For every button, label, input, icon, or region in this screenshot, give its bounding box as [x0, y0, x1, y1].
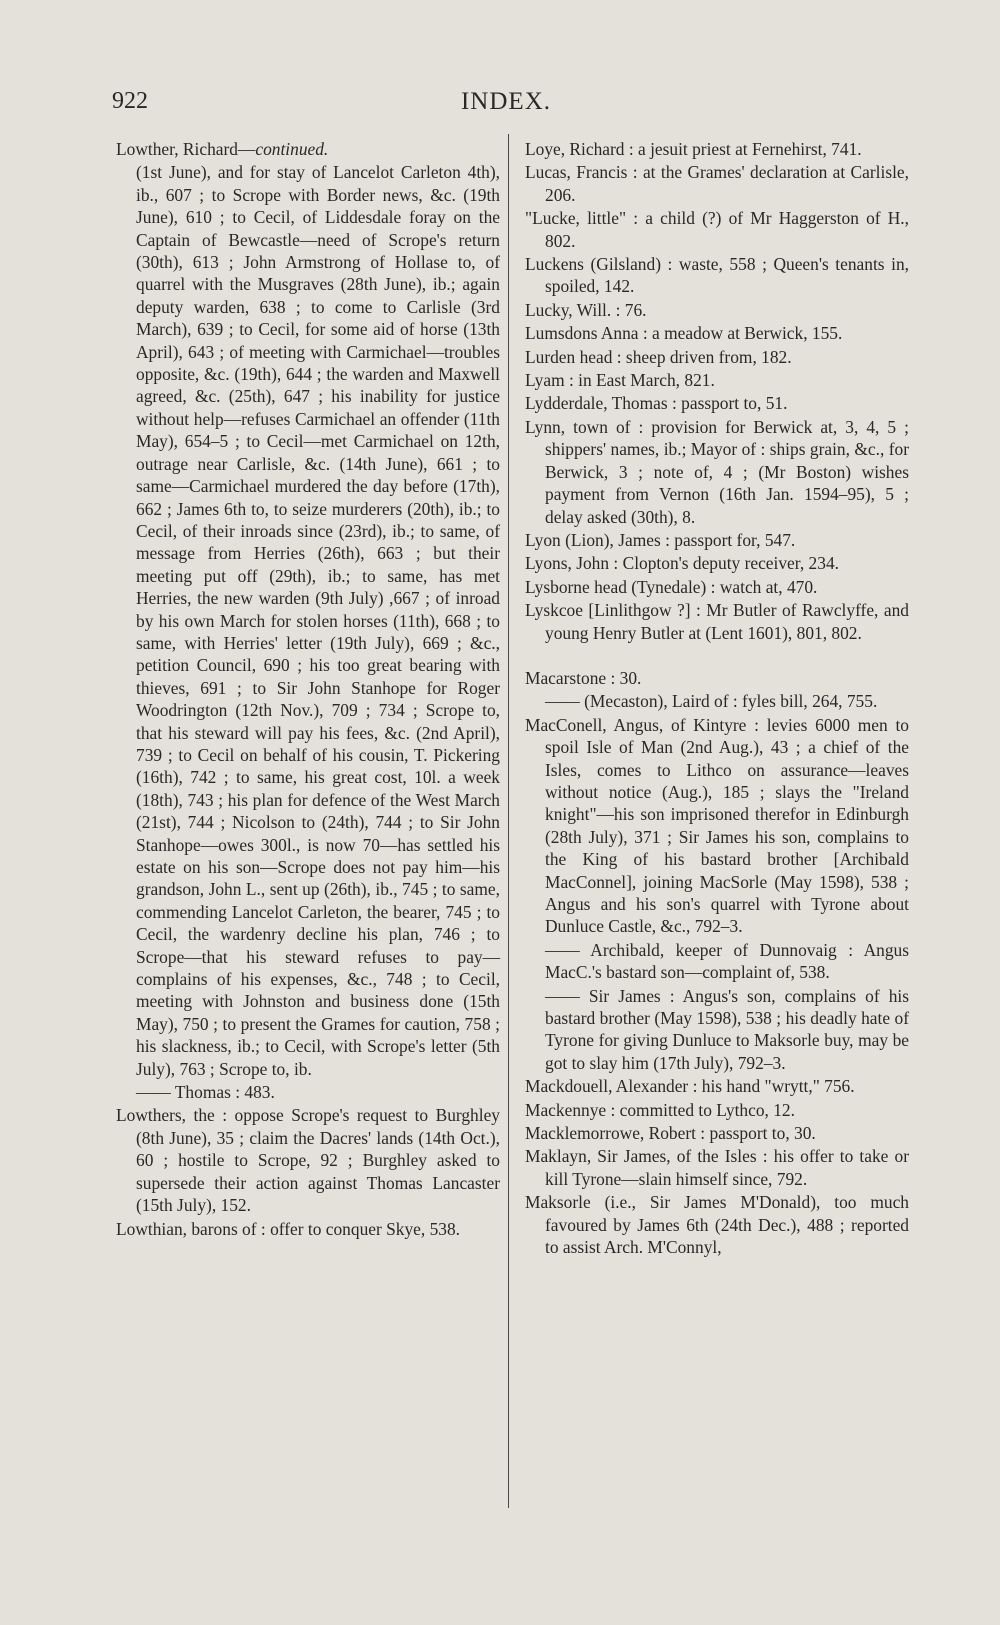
page-number: 922 — [112, 88, 148, 114]
index-entry: Maksorle (i.e., Sir James M'Donald), too much favoured by James 6th (24th Dec.), 488 ; reported to assist Arch. M'Connyl, — [525, 1192, 909, 1258]
index-entry: Lyskcoe [Linlithgow ?] : Mr Butler of Rawclyffe, and young Henry Butler at (Lent 1601), 801, 802. — [525, 600, 909, 643]
index-entry: Lurden head : sheep driven from, 182. — [525, 346, 792, 367]
index-entry: Macklemorrowe, Robert : passport to, 30. — [525, 1123, 816, 1144]
running-title: INDEX. — [460, 88, 551, 115]
index-subentry: (1st June), and for stay of Lancelot Carleton 4th), ib., 607 ; to Scrope with Border news, &c. (19th June), 610 ; to Cecil, of Liddesdale foray on the Captain of Bewcastle—need of Scrope's return (30th), 613 ; John Armstrong of Hollase to, of quarrel with the Musgraves (28th June), ib.; again deputy warden, 638 ; to come to Carlisle (3rd March), 639 ; to Cecil, for some aid of horse (13th April), 643 ; of meeting with Carmichael—troubles opposite, &c. (19th), 644 ; the warden and Maxwell agreed, &c. (25th), 647 ; his inability for justice without help—refuses Carmichael an offender (11th May), 654–5 ; to Cecil—met Carmichael on 12th, outrage near Carlisle, &c. (14th June), 661 ; to same—Carmichael murdered the day before (17th), 662 ; James 6th to, to seize murderers (20th), ib.; to Cecil, of their inroads since (23rd), ib.; to same, of message from Herries (26th), 663 ; but their meeting put off (29th), ib.; to same, has met Herries, the new warden (9th July) ,667 ; of inroad by his own March for stolen horses (11th), 668 ; to same, with Herries' letter (19th July), 669 ; &c., petition Council, 690 ; his too great bearing with thieves, 691 ; to Sir John Stanhope for Roger Woodrington (12th Nov.), 709 ; 734 ; Scrope to, that his steward will pay his fees, &c. (2nd April), 739 ; to Cecil on behalf of his cousin, T. Pickering (16th), 742 ; to same, his great cost, 10l. a week (18th), 743 ; his plan for defence of the West March (21st), 744 ; Nicolson to (24th), 744 ; to Sir John Stanhope—owes 300l., is now 70—has settled his estate on his son—Scrope does not pay him—his grandson, John L., sent up (26th), ib., 745 ; to same, commending Lancelot Carleton, the bearer, 745 ; to Cecil, the wardenry decline his plan, 746 ; to Scrope—that his steward refuses to pay—complains of his expenses, &c., 748 ; to Cecil, meeting with Johnston and business done (15th May), 750 ; to present the Grames for caution, 758 ; his slackness, ib.; to Cecil, with Scrope's letter (5th July), 763 ; Scrope to, ib. — [136, 162, 500, 1079]
index-entry: "Lucke, little" : a child (?) of Mr Haggerston of H., 802. — [525, 208, 909, 251]
index-entry: Lucky, Will. : 76. — [525, 299, 647, 320]
index-entry: Lucas, Francis : at the Grames' declaration at Carlisle, 206. — [525, 162, 909, 205]
index-entry: Lydderdale, Thomas : passport to, 51. — [525, 393, 788, 414]
index-subentry: —— Archibald, keeper of Dunnovaig : Angus MacC.'s bastard son—complaint of, 538. — [545, 939, 909, 983]
index-entry: Lowthian, barons of : offer to conquer Skye, 538. — [116, 1218, 461, 1239]
index-entry: Loye, Richard : a jesuit priest at Fernehirst, 741. — [525, 139, 862, 159]
entry-heading: Lowther, Richard— — [116, 139, 256, 159]
index-subentry: —— Thomas : 483. — [136, 1082, 275, 1103]
index-entry: Lynn, town of : provision for Berwick at, 3, 4, 5 ; shippers' names, ib.; Mayor of : ships grain, &c., for Berwick, 3 ; note of, 4 ; (Mr Boston) wishes payment from Vernon (16th Jan. 1594–95), 5 ; delay asked (30th), 8. — [525, 416, 909, 527]
index-subentry: —— Sir James : Angus's son, complains of his bastard brother (May 1598), 538 ; his deadly hate of Tyrone for giving Dunluce to Maksorle buy, may be got to slay him (17th July), 792–3. — [545, 985, 909, 1073]
index-entry: Macarstone : 30. — [525, 667, 642, 688]
index-entry: Lyons, John : Clopton's deputy receiver, 234. — [525, 553, 839, 574]
page-header — [112, 88, 900, 128]
index-entry: MacConell, Angus, of Kintyre : levies 6000 men to spoil Isle of Man (2nd Aug.), 43 ; a chief of the Isles, comes to Lithco on assurance—leaves without notice (Aug.), 185 ; slays the "Ireland knight"—his son imprisoned therefor in Edinburgh (28th July), 371 ; Sir James his son, complains to the King of his bastard brother [Archibald MacConnel], joining MacSorle (May 1598), 538 ; Angus and his son's quarrel with Tyrone about Dunluce Castle, &c., 792–3. — [525, 714, 909, 937]
index-entry: Lyon (Lion), James : passport for, 547. — [525, 529, 796, 550]
left-column — [116, 138, 500, 1241]
column-divider — [508, 134, 509, 1508]
entry-continued: continued. — [255, 139, 329, 159]
right-column — [525, 138, 909, 1260]
section-gap — [525, 645, 909, 667]
index-entry: Lysborne head (Tynedale) : watch at, 470. — [525, 576, 818, 597]
index-entry — [116, 138, 500, 160]
index-entry: Mackennye : committed to Lythco, 12. — [525, 1099, 795, 1120]
index-entry: Lowthers, the : oppose Scrope's request to Burghley (8th June), 35 ; claim the Dacres' lands (14th Oct.), 60 ; hostile to Scrope, 92 ; Burghley asked to supersede their action against Thomas Lancaster (15th July), 152. — [116, 1105, 500, 1216]
index-entry: Lyam : in East March, 821. — [525, 370, 715, 391]
index-entry: Mackdouell, Alexander : his hand "wrytt," 756. — [525, 1076, 855, 1097]
index-subentry: —— (Mecaston), Laird of : fyles bill, 264, 755. — [545, 691, 878, 712]
index-entry: Lumsdons Anna : a meadow at Berwick, 155. — [525, 323, 843, 344]
index-entry: Maklayn, Sir James, of the Isles : his offer to take or kill Tyrone—slain himself since, 792. — [525, 1146, 909, 1189]
index-entry: Luckens (Gilsland) : waste, 558 ; Queen's tenants in, spoiled, 142. — [525, 254, 909, 297]
